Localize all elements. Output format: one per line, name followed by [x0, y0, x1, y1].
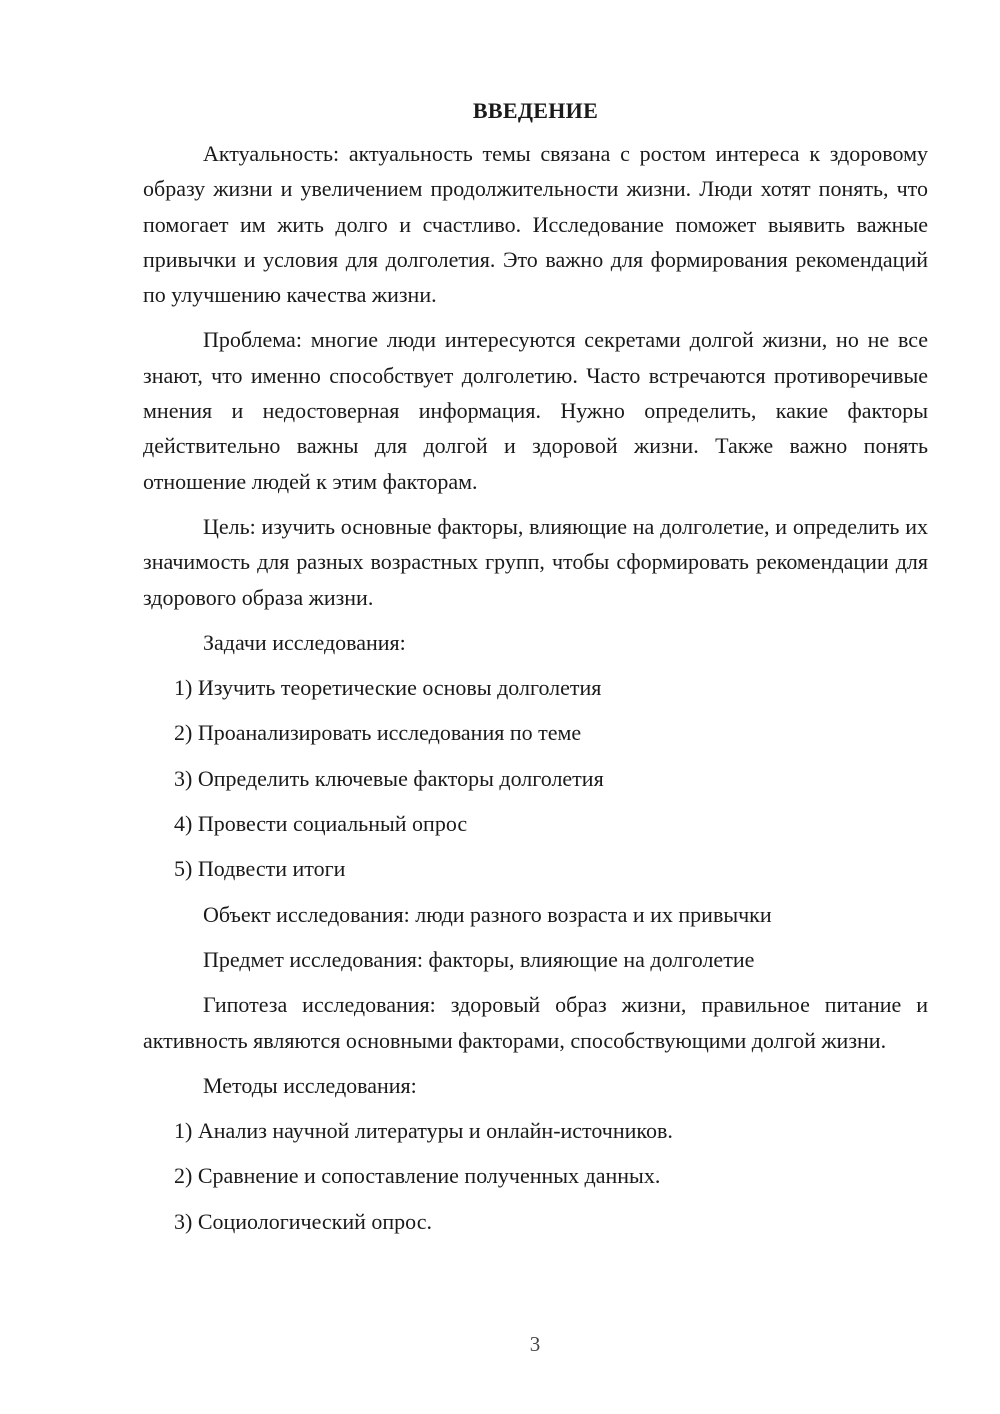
list-item: 3) Определить ключевые факторы долголетия [174, 765, 604, 791]
object-line: Объект исследования: люди разного возраста и их привычки [203, 901, 772, 927]
list-item: 1) Изучить теоретические основы долголетия [174, 675, 602, 701]
document-page [143, 96, 928, 1249]
subject-line: Предмет исследования: факторы, влияющие на долголетие [203, 946, 755, 972]
list-item: 3) Социологический опрос. [174, 1208, 432, 1234]
list-item: 2) Сравнение и сопоставление полученных данных. [174, 1163, 661, 1189]
methods-list [143, 1113, 928, 1239]
list-item: 4) Провести социальный опрос [174, 811, 468, 837]
list-item: 1) Анализ научной литературы и онлайн-источников. [174, 1118, 673, 1144]
document-title: ВВЕДЕНИЕ [472, 98, 599, 123]
tasks-heading: Задачи исследования: [203, 629, 406, 655]
list-item: 5) Подвести итоги [174, 856, 346, 882]
relevance-paragraph: Актуальность: актуальность темы связана с ростом интереса к здоровому образу жизни и увеличением продолжительности жизни. Люди хотят понять, что помогает им жить долго и счастливо. Исследование поможет выявить важные привычки и условия для долголетия. Это важно для формирования рекомендаций по улучшению качества жизни. [143, 141, 928, 308]
methods-heading: Методы исследования: [203, 1072, 417, 1098]
list-item: 2) Проанализировать исследования по теме [174, 720, 582, 746]
page-number: 3 [529, 1332, 541, 1356]
problem-paragraph: Проблема: многие люди интересуются секретами долгой жизни, но не все знают, что именно способствует долголетию. Часто встречаются противоречивые мнения и недостоверная информация. Нужно определить, какие факторы действительно важны для долгой и здоровой жизни. Также важно понять отношение людей к этим факторам. [143, 327, 928, 494]
tasks-list [143, 670, 928, 886]
goal-paragraph: Цель: изучить основные факторы, влияющие на долголетие, и определить их значимость для разных возрастных групп, чтобы сформировать рекомендации для здорового образа жизни. [143, 513, 928, 610]
hypothesis-paragraph: Гипотеза исследования: здоровый образ жизни, правильное питание и активность являются основными факторами, способствующими долгой жизни. [143, 992, 928, 1053]
